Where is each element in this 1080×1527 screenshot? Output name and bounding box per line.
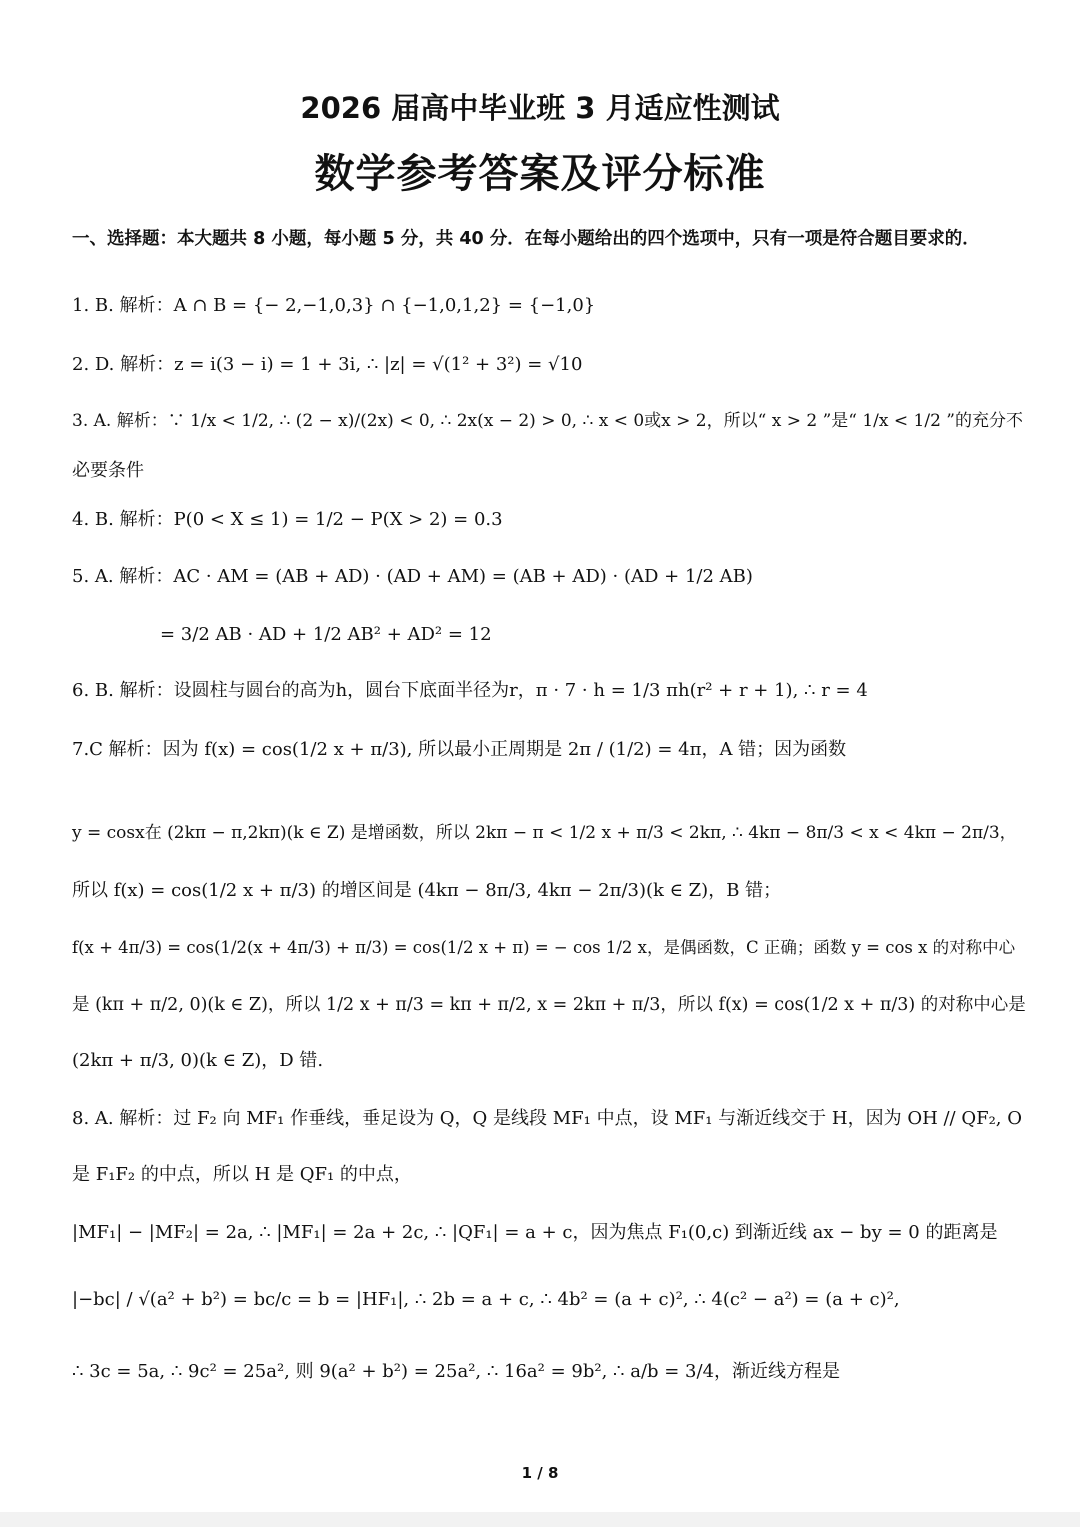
- answer-7-line-6: (2kπ + π/3, 0)(k ∈ Z)，D 错.: [72, 1050, 324, 1071]
- answer-3: 3. A. 解析：∵ 1/x < 1/2, ∴ (2 − x)/(2x) < 0, ∴ 2x(x − 2) > 0, ∴ x < 0或x > 2，所以“ x > 2 ”是“ 1/x < 1/2 ”的充分不: [72, 411, 1023, 431]
- page-bottom-edge: [0, 1512, 1080, 1527]
- answer-5: 5. A. 解析：AC · AM = (AB + AD) · (AD + AM) = (AB + AD) · (AD + 1/2 AB): [72, 566, 753, 587]
- answer-2: 2. D. 解析：z = i(3 − i) = 1 + 3i, ∴ |z| = √(1² + 3²) = √10: [72, 354, 583, 375]
- answer-8-line-5: ∴ 3c = 5a, ∴ 9c² = 25a², 则 9(a² + b²) = 25a², ∴ 16a² = 9b², ∴ a/b = 3/4，渐近线方程是: [72, 1361, 841, 1382]
- answer-7: 7.C 解析：因为 f(x) = cos(1/2 x + π/3), 所以最小正周期是 2π / (1/2) = 4π，A 错；因为函数: [72, 739, 847, 760]
- answer-1: 1. B. 解析：A ∩ B = {− 2,−1,0,3} ∩ {−1,0,1,2} = {−1,0}: [72, 295, 596, 316]
- answer-7-line-2: y = cosx在 (2kπ − π,2kπ)(k ∈ Z) 是增函数，所以 2kπ − π < 1/2 x + π/3 < 2kπ, ∴ 4kπ − 8π/3 < x < 4kπ − 2π/3，: [72, 823, 1017, 843]
- document-title: 数学参考答案及评分标准: [314, 151, 766, 197]
- answer-8: 8. A. 解析：过 F₂ 向 MF₁ 作垂线，垂足设为 Q，Q 是线段 MF₁ 中点，设 MF₁ 与渐近线交于 H，因为 OH // QF₂, O: [72, 1108, 1023, 1129]
- answer-6: 6. B. 解析：设圆柱与圆台的高为h，圆台下底面半径为r，π · 7 · h = 1/3 πh(r² + r + 1), ∴ r = 4: [72, 680, 868, 701]
- answer-8-line-2: 是 F₁F₂ 的中点，所以 H 是 QF₁ 的中点，: [72, 1164, 412, 1185]
- section-heading: 一、选择题：本大题共 8 小题，每小题 5 分，共 40 分．在每小题给出的四个选项中，只有一项是符合题目要求的．: [72, 229, 980, 249]
- answer-8-line-3: |MF₁| − |MF₂| = 2a, ∴ |MF₁| = 2a + 2c, ∴ |QF₁| = a + c，因为焦点 F₁(0,c) 到渐近线 ax − by = 0 的距离是: [72, 1222, 998, 1243]
- answer-7-line-5: 是 (kπ + π/2, 0)(k ∈ Z)，所以 1/2 x + π/3 = kπ + π/2, x = 2kπ + π/3，所以 f(x) = cos(1/2 x + π/3) 的对称中心是: [72, 995, 1026, 1015]
- answer-4: 4. B. 解析：P(0 < X ≤ 1) = 1/2 − P(X > 2) = 0.3: [72, 509, 503, 530]
- answer-5-continued: = 3/2 AB · AD + 1/2 AB² + AD² = 12: [160, 624, 492, 645]
- answer-7-line-3: 所以 f(x) = cos(1/2 x + π/3) 的增区间是 (4kπ − 8π/3, 4kπ − 2π/3)(k ∈ Z)，B 错；: [72, 880, 782, 901]
- answer-3-continued: 必要条件: [72, 460, 144, 481]
- exam-title: 2026 届高中毕业班 3 月适应性测试: [300, 91, 780, 125]
- page-number: 1 / 8: [521, 1464, 559, 1482]
- answer-7-line-4: f(x + 4π/3) = cos(1/2(x + 4π/3) + π/3) = cos(1/2 x + π) = − cos 1/2 x，是偶函数，C 正确；函数 y = cos x 的对称中心: [72, 938, 1016, 957]
- answer-8-line-4: |−bc| / √(a² + b²) = bc/c = b = |HF₁|, ∴ 2b = a + c, ∴ 4b² = (a + c)², ∴ 4(c² − a²) = (a + c)²,: [72, 1289, 900, 1310]
